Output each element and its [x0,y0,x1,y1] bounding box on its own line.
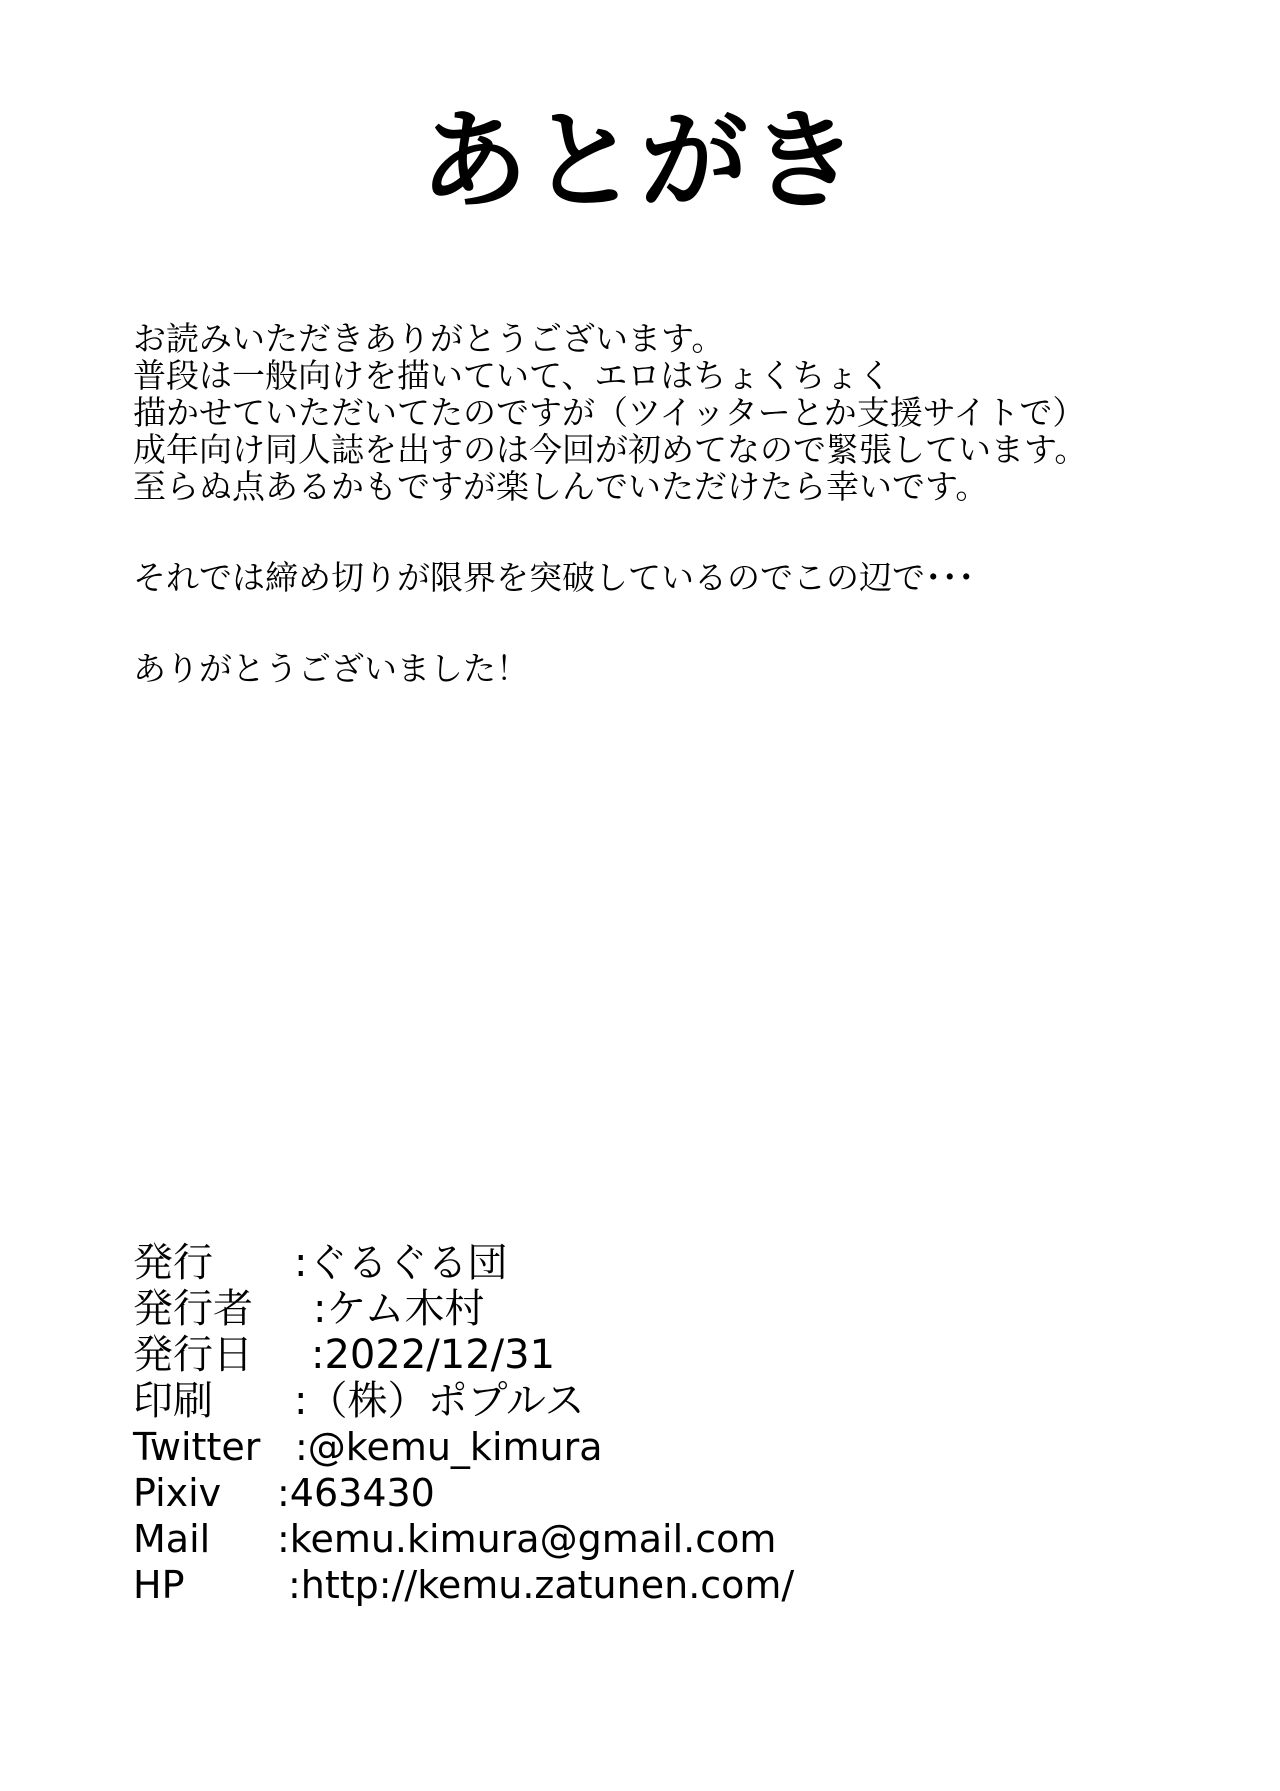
colophon-value: :2022/12/31 [311,1332,556,1378]
body-line: それでは締め切りが限界を突破しているのでこの辺で･･･ [133,558,975,597]
colophon-row-author [133,1286,1233,1332]
colophon-label: Mail [133,1517,211,1561]
colophon-label: 発行 [133,1240,213,1286]
afterword-body [133,320,1233,687]
colophon-value: :ケム木村 [313,1286,485,1332]
mail-address: :kemu.kimura@gmail.com [277,1517,777,1561]
body-line: 描かせていただいてたのですが（ツイッターとか支援サイトで） [133,393,1086,432]
colophon [133,1240,1233,1608]
page-title: あとがき [419,99,860,224]
homepage-url: :http://kemu.zatunen.com/ [288,1563,795,1607]
body-line: 普段は一般向けを描いていて、エロはちょくちょく [133,356,892,395]
colophon-row-mail [133,1516,1233,1562]
colophon-row-homepage [133,1562,1233,1608]
colophon-row-pixiv [133,1470,1233,1516]
colophon-value: :（株）ポプルス [294,1378,585,1424]
colophon-label: 印刷 [133,1378,213,1424]
body-line: お読みいただきありがとうございます。 [133,319,725,358]
colophon-row-date [133,1332,1233,1378]
colophon-label: Twitter [133,1425,261,1469]
colophon-label: 発行日 [133,1332,253,1378]
body-line: 至らぬ点あるかもですが楽しんでいただけたら幸いです。 [133,467,989,506]
colophon-row-publisher [133,1240,1233,1286]
body-line: ありがとうございました！ [133,649,529,688]
colophon-label: 発行者 [133,1286,253,1332]
pixiv-id: :463430 [277,1471,435,1515]
twitter-handle: :@kemu_kimura [295,1425,603,1469]
body-line: 成年向け同人誌を出すのは今回が初めてなので緊張しています。 [133,430,1088,469]
colophon-label: HP [133,1563,185,1607]
colophon-value: :ぐるぐる団 [294,1240,508,1286]
paragraph-spacer [133,596,1233,650]
colophon-row-printer [133,1378,1233,1424]
colophon-row-twitter [133,1424,1233,1470]
colophon-label: Pixiv [133,1471,222,1515]
paragraph-spacer [133,505,1233,559]
